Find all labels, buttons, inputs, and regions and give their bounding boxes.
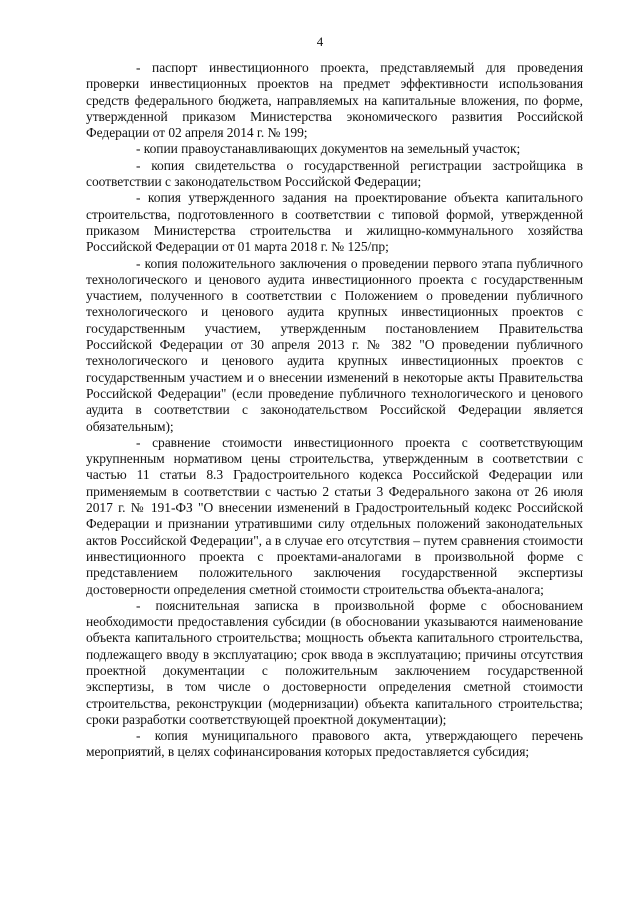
paragraph-design-assignment: - копия утвержденного задания на проектирование объекта капитального строительства, подготовленного в соответствии с типовой формой, утвержденной приказом Министерства строительства и жилищно-коммунального хозяйства Российской Федерации от 01 марта 2018 г. № 125/пр; xyxy=(86,190,583,255)
document-body xyxy=(86,60,583,761)
paragraph-developer-registration: - копия свидетельства о государственной регистрации застройщика в соответствии с законодательством Российской Федерации; xyxy=(86,157,583,190)
page-number: 4 xyxy=(316,34,324,49)
paragraph-land-title-documents: - копии правоустанавливающих документов на земельный участок; xyxy=(136,141,521,157)
paragraph-cost-comparison: - сравнение стоимости инвестиционного проекта с соответствующим укрупненным нормативом цены строительства, утвержденным в соответствии с частью 11 статьи 8.3 Градостроительного кодекса Российской Федерации или применяемым в соответствии с частью 2 статьи 3 Федерального закона от 26 июля 2017 г. № 191-ФЗ "О внесении изменений в Градостроительный кодекс Российской Федерации и признании утратившими силу отдельных положений законодательных актов Российской Федерации", а в случае его отсутствия – путем сравнения стоимости инвестиционного проекта с проектами-аналогами в произвольной форме с представлением положительного заключения государственной экспертизы достоверности определения сметной стоимости строительства объекта-аналога; xyxy=(86,434,583,597)
paragraph-price-audit-conclusion: - копия положительного заключения о проведении первого этапа публичного технологического и ценового аудита инвестиционного проекта с государственным участием, полученного в соответствии с Положением о проведении публичного технологического и ценового аудита крупных инвестиционных проектов с государственным участием, утвержденным постановлением Правительства Российской Федерации от 30 апреля 2013 г. № 382 "О проведении публичного технологического и ценового аудита крупных инвестиционных проектов с государственным участием и о внесении изменений в некоторые акты Правительства Российской Федерации" (если проведение публичного технологического и ценового аудита в соответствии с законодательством Российской Федерации является обязательным); xyxy=(86,255,583,434)
paragraph-explanatory-note: - пояснительная записка в произвольной форме с обоснованием необходимости предоставления субсидии (в обосновании указываются наименование объекта капитального строительства; мощность объекта капитального строительства, подлежащего вводу в эксплуатацию; срок ввода в эксплуатацию; причины отсутствия проектной документации с положительным заключением государственной экспертизы, в том числе о достоверности определения сметной стоимости строительства, реконструкции (модернизации) объекта капитального строительства; сроки разработки соответствующей проектной документации); xyxy=(86,597,583,727)
paragraph-investment-passport: - паспорт инвестиционного проекта, представляемый для проведения проверки инвестиционных проектов на предмет эффективности использования средств федерального бюджета, направляемых на капитальные вложения, по форме, утвержденной приказом Министерства экономического развития Российской Федерации от 02 апреля 2014 г. № 199; xyxy=(86,60,583,141)
paragraph-municipal-act: - копия муниципального правового акта, утверждающего перечень мероприятий, в целях софинансирования которых предоставляется субсидия; xyxy=(86,728,583,760)
